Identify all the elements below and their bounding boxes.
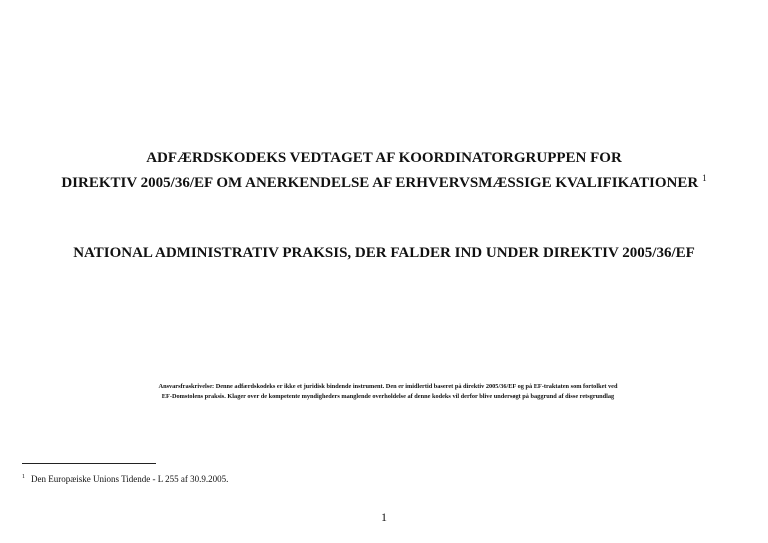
disclaimer-line-2: EF-Domstolens praksis. Klager over de kompetente myndigheders manglende overholdelse af denne kodeks vil derfor blive undersøgt på baggrund af disse retsgrundlag	[161, 393, 615, 400]
title-line-2	[0, 168, 768, 193]
title-line-1: ADFÆRDSKODEKS VEDTAGET AF KOORDINATORGRUPPEN FOR	[146, 150, 622, 166]
document-subtitle: NATIONAL ADMINISTRATIV PRAKSIS, DER FALDER IND UNDER DIREKTIV 2005/36/EF	[73, 245, 695, 261]
disclaimer-text	[88, 382, 688, 402]
footnote	[22, 471, 228, 485]
page-number: 1	[381, 510, 387, 524]
footnote-divider	[22, 463, 156, 464]
disclaimer-line-1: Ansvarsfraskrivelse: Denne adfærdskodeks er ikke et juridisk bindende instrument. Den er imidlertid baseret på direktiv 2005/36/EF og på EF-traktaten som fortolket ved	[158, 383, 618, 390]
document-title	[0, 148, 768, 193]
footnote-reference: 1	[702, 173, 707, 183]
footnote-mark: 1	[22, 474, 25, 480]
title-line-2-text: DIREKTIV 2005/36/EF OM ANERKENDELSE AF ERHVERVSMÆSSIGE KVALIFIKATIONER	[61, 175, 699, 191]
footnote-text: Den Europæiske Unions Tidende - L 255 af 30.9.2005.	[31, 474, 229, 484]
